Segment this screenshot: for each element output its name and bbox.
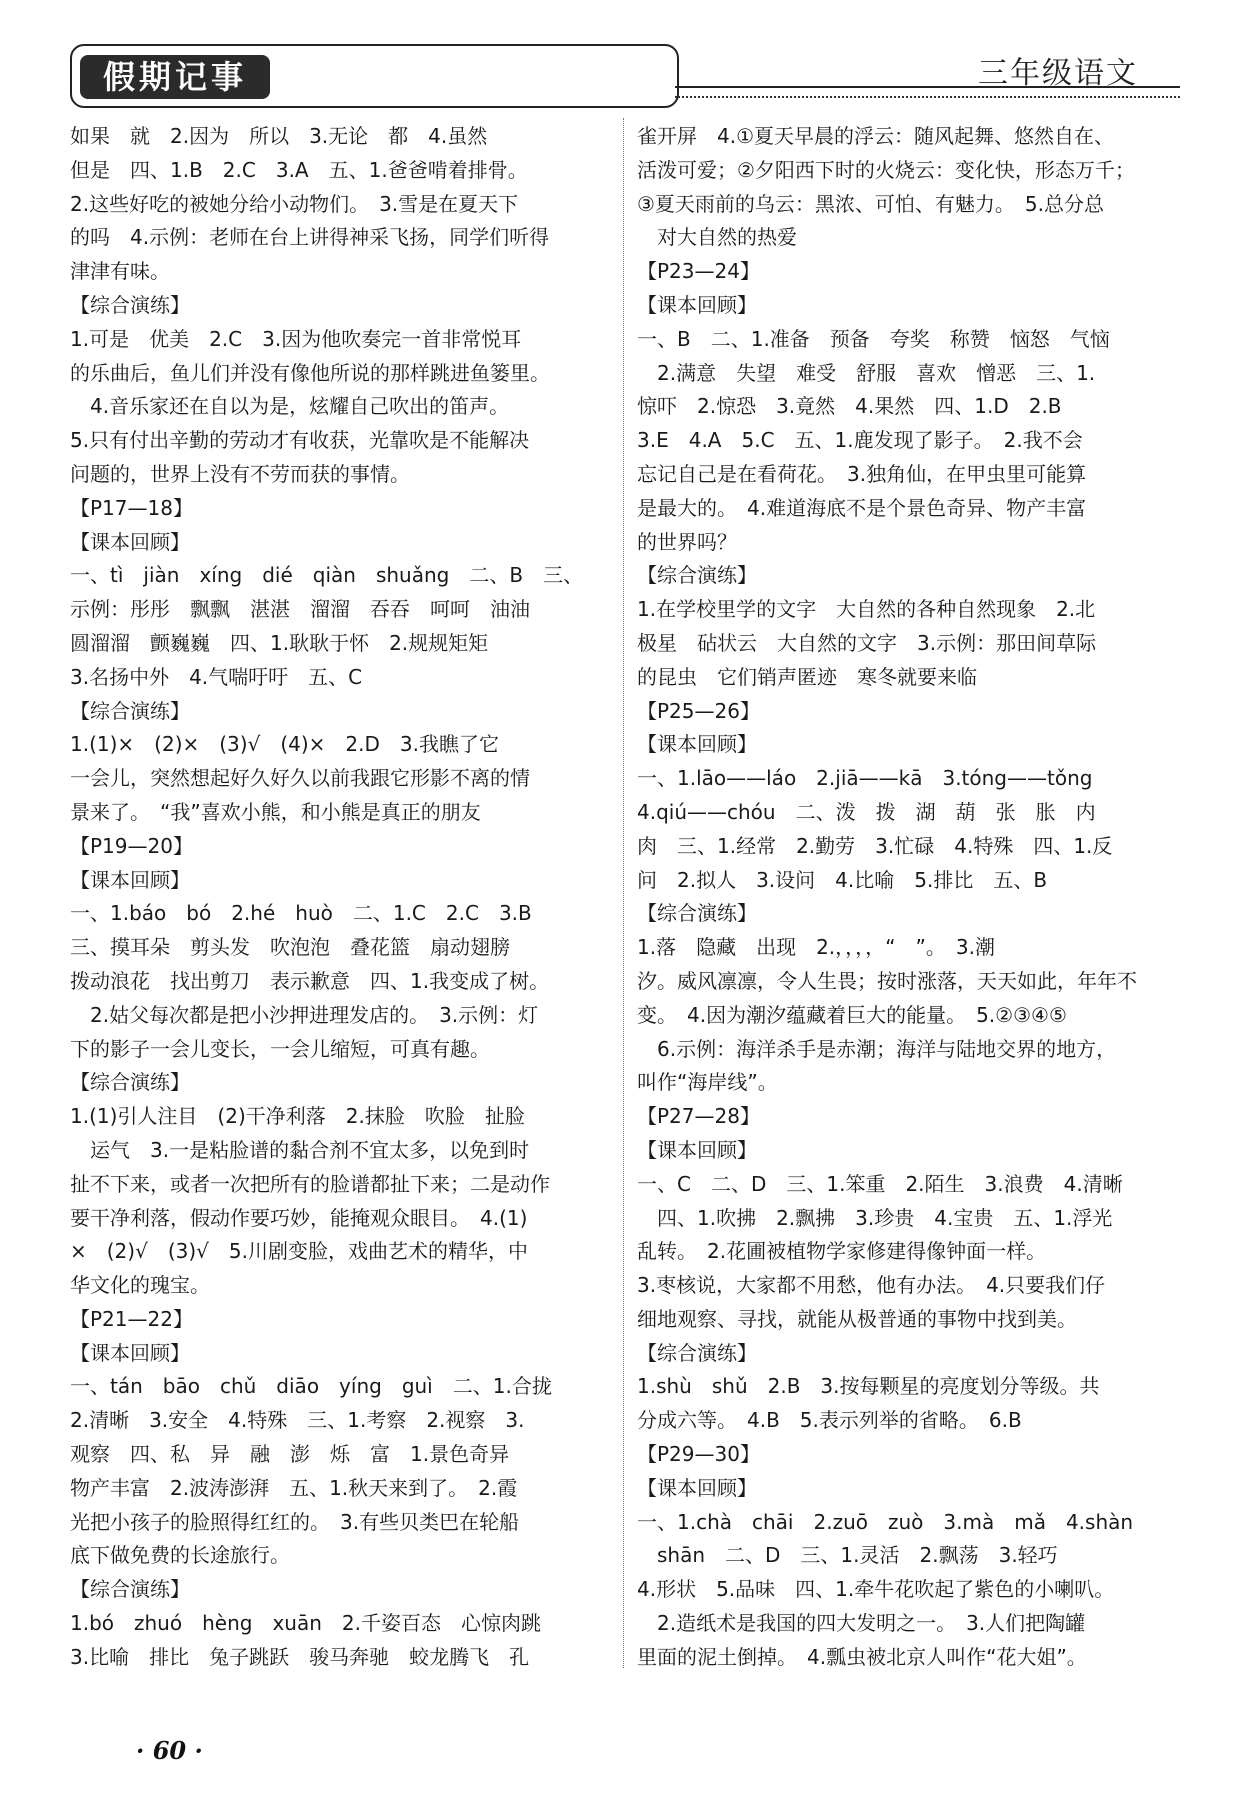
answer-line: 问 2.拟人 3.设问 4.比喻 5.排比 五、B xyxy=(637,867,1048,892)
answer-line: 【课本回顾】 xyxy=(70,1340,190,1365)
answer-line: 问题的，世界上没有不劳而获的事情。 xyxy=(70,461,410,486)
answer-line: 【课本回顾】 xyxy=(637,732,757,757)
header-dotted-rule xyxy=(675,96,1180,98)
answer-line: 的吗 4.示例：老师在台上讲得神采飞扬，同学们听得 xyxy=(70,225,550,250)
section-badge: 假期记事 xyxy=(80,55,270,99)
answer-line: 5.只有付出辛勤的劳动才有收获，光靠吹是不能解决 xyxy=(70,428,530,453)
answer-line: 底下做免费的长途旅行。 xyxy=(70,1543,290,1568)
answer-line: 光把小孩子的脸照得红红的。 3.有些贝类巴在轮船 xyxy=(70,1509,520,1534)
answer-line: 圆溜溜 颤巍巍 四、1.耿耿于怀 2.规规矩矩 xyxy=(70,630,489,655)
answer-line: 1.bó zhuó hèng xuān 2.千姿百态 心惊肉跳 xyxy=(70,1611,541,1636)
answer-line: 4.形状 5.品味 四、1.牵牛花吹起了紫色的小喇叭。 xyxy=(637,1577,1115,1602)
answer-line: 汐。威风凛凛，令人生畏；按时涨落，天天如此，年年不 xyxy=(637,968,1137,993)
answer-line: 【P27—28】 xyxy=(637,1104,760,1129)
answer-line: 但是 四、1.B 2.C 3.A 五、1.爸爸啃着排骨。 xyxy=(70,157,528,182)
answer-line: 【综合演练】 xyxy=(637,563,757,588)
answer-line: 1.可是 优美 2.C 3.因为他吹奏完一首非常悦耳 xyxy=(70,326,522,351)
answer-line: × (2)√ (3)√ 5.川剧变脸，戏曲艺术的精华，中 xyxy=(70,1239,528,1264)
answer-line: 4.音乐家还在自以为是，炫耀自己吹出的笛声。 xyxy=(70,394,510,419)
answer-line: 里面的泥土倒掉。 4.瓢虫被北京人叫作“花大姐”。 xyxy=(637,1644,1087,1669)
answer-line: 惊吓 2.惊恐 3.竟然 4.果然 四、1.D 2.B xyxy=(637,394,1062,419)
answer-line: 3.比喻 排比 兔子跳跃 骏马奔驰 蛟龙腾飞 孔 xyxy=(70,1644,530,1669)
answer-line: 6.示例：海洋杀手是赤潮；海洋与陆地交界的地方， xyxy=(637,1036,1117,1061)
answer-line: 【P25—26】 xyxy=(637,698,760,723)
answer-line: 一、C 二、D 三、1.笨重 2.陌生 3.浪费 4.清晰 xyxy=(637,1171,1123,1196)
answer-line: 津津有味。 xyxy=(70,259,170,284)
answer-line: 【课本回顾】 xyxy=(637,1137,757,1162)
answer-line: 细地观察、寻找，就能从极普通的事物中找到美。 xyxy=(637,1306,1077,1331)
answer-line: ③夏天雨前的乌云：黑浓、可怕、有魅力。 5.总分总 xyxy=(637,191,1105,216)
answer-line: 2.姑父每次都是把小沙押进理发店的。 3.示例：灯 xyxy=(70,1002,539,1027)
answer-line: 物产丰富 2.波涛澎湃 五、1.秋天来到了。 2.霞 xyxy=(70,1475,518,1500)
answer-line: 观察 四、私 异 融 澎 烁 富 1.景色奇异 xyxy=(70,1442,510,1467)
answer-line: 【综合演练】 xyxy=(637,901,757,926)
answer-line: 下的影子一会儿变长，一会儿缩短，可真有趣。 xyxy=(70,1036,490,1061)
answer-line: 示例：彤彤 飘飘 湛湛 溜溜 吞吞 呵呵 油油 xyxy=(70,597,530,622)
answer-line: 【综合演练】 xyxy=(70,1070,190,1095)
answer-line: 一、1.báo bó 2.hé huò 二、1.C 2.C 3.B xyxy=(70,901,532,926)
answer-line: 2.清晰 3.安全 4.特殊 三、1.考察 2.视察 3. xyxy=(70,1408,525,1433)
answer-line: 一、tì jiàn xíng dié qiàn shuǎng 二、B 三、 xyxy=(70,563,584,588)
answer-line: 的乐曲后，鱼儿们并没有像他所说的那样跳进鱼篓里。 xyxy=(70,360,550,385)
answer-line: 1.(1)引人注目 (2)干净利落 2.抹脸 吹脸 扯脸 xyxy=(70,1104,525,1129)
answer-line: 【课本回顾】 xyxy=(70,529,190,554)
answer-line: 【课本回顾】 xyxy=(637,292,757,317)
answer-line: 3.枣核说，大家都不用愁，他有办法。 4.只要我们仔 xyxy=(637,1273,1106,1298)
answer-line: 景来了。 “我”喜欢小熊，和小熊是真正的朋友 xyxy=(70,799,481,824)
answer-line: 三、摸耳朵 剪头发 吹泡泡 叠花篮 扇动翅膀 xyxy=(70,935,510,960)
answer-line: 活泼可爱；②夕阳西下时的火烧云：变化快，形态万千； xyxy=(637,157,1135,182)
answer-line: 1.在学校里学的文字 大自然的各种自然现象 2.北 xyxy=(637,597,1096,622)
answer-line: 一会儿，突然想起好久好久以前我跟它形影不离的情 xyxy=(70,766,530,791)
answer-line: 【P21—22】 xyxy=(70,1306,193,1331)
answer-line: 拨动浪花 找出剪刀 表示歉意 四、1.我变成了树。 xyxy=(70,968,550,993)
answer-line: 叫作“海岸线”。 xyxy=(637,1070,778,1095)
answer-line: 2.这些好吃的被她分给小动物们。 3.雪是在夏天下 xyxy=(70,191,519,216)
answer-line: 【综合演练】 xyxy=(70,292,190,317)
answer-line: 【综合演练】 xyxy=(70,698,190,723)
answer-line: 1.落 隐藏 出现 2.，，，，“ ”。 3.潮 xyxy=(637,935,995,960)
answer-line: 华文化的瑰宝。 xyxy=(70,1273,210,1298)
column-divider xyxy=(623,118,624,1668)
answer-line: 【综合演练】 xyxy=(637,1340,757,1365)
answer-line: 运气 3.一是粘脸谱的黏合剂不宜太多，以免到时 xyxy=(70,1137,530,1162)
answer-line: 【P19—20】 xyxy=(70,833,193,858)
answer-line: 的世界吗？ xyxy=(637,529,737,554)
answer-line: 【P23—24】 xyxy=(637,259,760,284)
answer-line: 【课本回顾】 xyxy=(70,867,190,892)
answer-line: 极星 砧状云 大自然的文字 3.示例：那田间草际 xyxy=(637,630,1097,655)
answer-line: 对大自然的热爱 xyxy=(637,225,797,250)
answer-line: 变。 4.因为潮汐蕴藏着巨大的能量。 5.②③④⑤ xyxy=(637,1002,1067,1027)
answer-line: 分成六等。 4.B 5.表示列举的省略。 6.B xyxy=(637,1408,1022,1433)
answer-line: 要干净利落，假动作要巧妙，能掩观众眼目。 4.(1) xyxy=(70,1205,528,1230)
answer-line: 四、1.吹拂 2.飘拂 3.珍贵 4.宝贵 五、1.浮光 xyxy=(637,1205,1113,1230)
answer-column-right xyxy=(637,120,1182,1675)
answer-line: 乱转。 2.花圃被植物学家修建得像钟面一样。 xyxy=(637,1239,1047,1264)
answer-line: 扯不下来，或者一次把所有的脸谱都扯下来；二是动作 xyxy=(70,1171,550,1196)
answer-line: 【课本回顾】 xyxy=(637,1475,757,1500)
answer-line: 2.满意 失望 难受 舒服 喜欢 憎恶 三、1. xyxy=(637,360,1096,385)
answer-line: 3.E 4.A 5.C 五、1.鹿发现了影子。 2.我不会 xyxy=(637,428,1083,453)
answer-line: 2.造纸术是我国的四大发明之一。 3.人们把陶罐 xyxy=(637,1611,1086,1636)
subject-title: 三年级语文 xyxy=(978,56,1138,91)
answer-line: 一、1.lāo——láo 2.jiā——kā 3.tóng——tǒng xyxy=(637,766,1093,791)
answer-line: 的昆虫 它们销声匿迹 寒冬就要来临 xyxy=(637,664,977,689)
answer-column-left xyxy=(70,120,615,1675)
answer-line: 3.名扬中外 4.气喘吁吁 五、C xyxy=(70,664,363,689)
answer-line: 肉 三、1.经常 2.勤劳 3.忙碌 4.特殊 四、1.反 xyxy=(637,833,1113,858)
answer-line: 【P29—30】 xyxy=(637,1442,760,1467)
answer-line: 忘记自己是在看荷花。 3.独角仙，在甲虫里可能算 xyxy=(637,461,1087,486)
answer-line: 雀开屏 4.①夏天早晨的浮云：随风起舞、悠然自在、 xyxy=(637,124,1115,148)
answer-line: 如果 就 2.因为 所以 3.无论 都 4.虽然 xyxy=(70,124,488,148)
page-number: · 60 · xyxy=(136,1736,203,1765)
answer-line: 【P17—18】 xyxy=(70,495,193,520)
answer-line: 一、B 二、1.准备 预备 夸奖 称赞 恼怒 气恼 xyxy=(637,326,1110,351)
answer-line: 一、tán bāo chǔ diāo yíng guì 二、1.合拢 xyxy=(70,1374,552,1399)
answer-line: 【综合演练】 xyxy=(70,1577,190,1602)
answer-line: 是最大的。 4.难道海底不是个景色奇异、物产丰富 xyxy=(637,495,1087,520)
answer-line: 1.(1)× (2)× (3)√ (4)× 2.D 3.我瞧了它 xyxy=(70,732,499,757)
answer-line: shān 二、D 三、1.灵活 2.飘荡 3.轻巧 xyxy=(637,1543,1058,1568)
answer-line: 1.shù shǔ 2.B 3.按每颗星的亮度划分等级。共 xyxy=(637,1374,1100,1399)
answer-line: 一、1.chà chāi 2.zuō zuò 3.mà mǎ 4.shàn xyxy=(637,1509,1134,1534)
answer-line: 4.qiú——chóu 二、泼 拨 湖 葫 张 胀 内 xyxy=(637,799,1096,824)
